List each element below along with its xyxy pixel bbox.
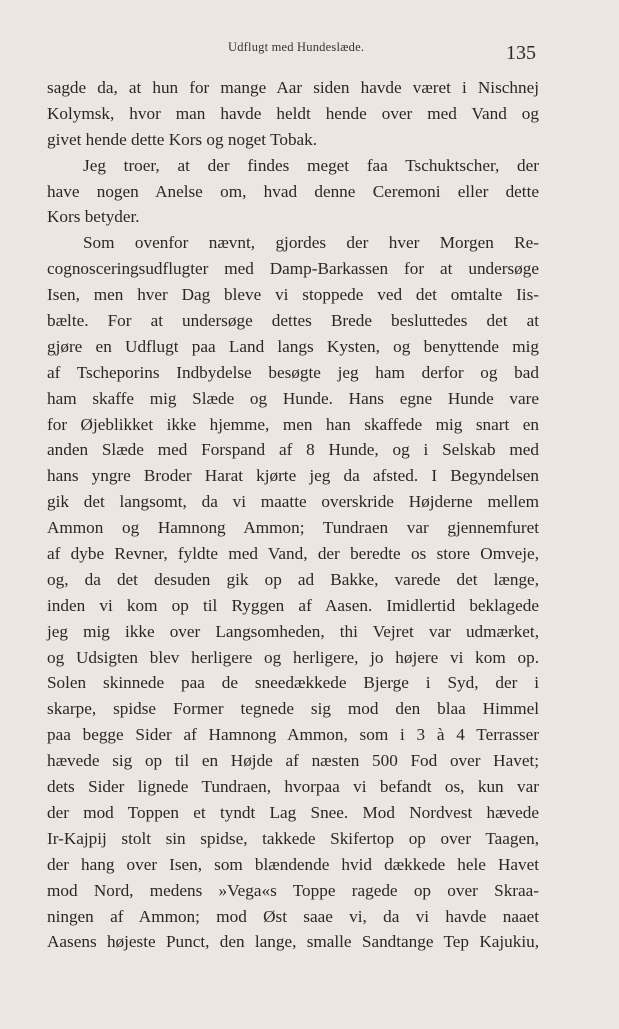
text-line: der mod Toppen et tyndt Lag Snee. Mod Nordvest hævede xyxy=(47,802,539,822)
text-line: paa begge Sider af Hamnong Ammon, som i 3 à 4 Terrasser xyxy=(47,725,539,745)
text-line: Kolymsk, hvor man havde heldt hende over med Vand og xyxy=(47,103,539,123)
text-line: hans yngre Broder Harat kjørte jeg da afsted. I Begyndelsen xyxy=(47,466,539,486)
text-line: Isen, men hver Dag bleve vi stoppede ved det omtalte Iis- xyxy=(47,285,539,305)
text-line: givet hende dette Kors og noget Tobak. xyxy=(47,129,318,149)
text-line: mod Nord, medens »Vega«s Toppe ragede op over Skraa- xyxy=(47,880,539,900)
text-line: gjøre en Udflugt paa Land langs Kysten, og benyttende mig xyxy=(47,336,539,356)
text-line: hævede sig op til en Højde af næsten 500 Fod over Havet; xyxy=(47,751,539,771)
text-line: af dybe Revner, fyldte med Vand, der beredte os store Omveje, xyxy=(47,544,539,564)
text-line: cognosceringsudflugter med Damp-Barkassen for at undersøge xyxy=(47,259,539,279)
text-line: og Udsigten blev herligere og herligere, jo højere vi kom op. xyxy=(47,647,539,667)
text-line: bælte. For at undersøge dettes Brede besluttedes det at xyxy=(47,311,539,331)
text-line: Solen skinnede paa de sneedækkede Bjerge i Syd, der i xyxy=(47,673,539,693)
text-line: for Øjeblikket ikke hjemme, men han skaffede mig snart en xyxy=(47,414,539,434)
text-line: Aasens højeste Punct, den lange, smalle Sandtange Tep Kajukiu, xyxy=(47,932,539,952)
text-line: ham skaffe mig Slæde og Hunde. Hans egne Hunde vare xyxy=(47,388,539,408)
text-line: gik det langsomt, da vi maatte overskride Højderne mellem xyxy=(47,492,539,512)
text-line: skarpe, spidse Former tegnede sig mod den blaa Himmel xyxy=(47,699,539,719)
text-line: Ir-Kajpij stolt sin spidse, takkede Skifertop op over Taagen, xyxy=(47,828,539,848)
text-line: der hang over Isen, som blændende hvid dækkede hele Havet xyxy=(47,854,539,874)
text-line: Jeg troer, at der findes meget faa Tschuktscher, der xyxy=(83,155,539,175)
body-text xyxy=(47,75,539,955)
text-line: Ammon og Hamnong Ammon; Tundraen var gjennemfuret xyxy=(47,518,539,538)
text-line: ningen af Ammon; mod Øst saae vi, da vi havde naaet xyxy=(47,906,539,926)
page-number: 135 xyxy=(506,42,536,64)
running-header xyxy=(0,38,619,62)
text-line: Kors betyder. xyxy=(47,207,140,227)
running-title: Udflugt med Hundeslæde. xyxy=(228,40,365,54)
text-line: jeg mig ikke over Langsomheden, thi Vejret var udmærket, xyxy=(47,621,539,641)
text-line: have nogen Anelse om, hvad denne Ceremoni eller dette xyxy=(47,181,539,201)
text-line: anden Slæde med Forspand af 8 Hunde, og i Selskab med xyxy=(47,440,539,460)
text-line: inden vi kom op til Ryggen af Aasen. Imidlertid beklagede xyxy=(47,595,539,615)
text-line: dets Sider lignede Tundraen, hvorpaa vi befandt os, kun var xyxy=(47,777,539,797)
text-line: og, da det desuden gik op ad Bakke, varede det længe, xyxy=(47,569,539,589)
text-line: af Tscheporins Indbydelse besøgte jeg ham derfor og bad xyxy=(47,362,539,382)
text-line: sagde da, at hun for mange Aar siden havde været i Nischnej xyxy=(47,78,539,97)
text-line: Som ovenfor nævnt, gjordes der hver Morgen Re- xyxy=(83,233,539,253)
